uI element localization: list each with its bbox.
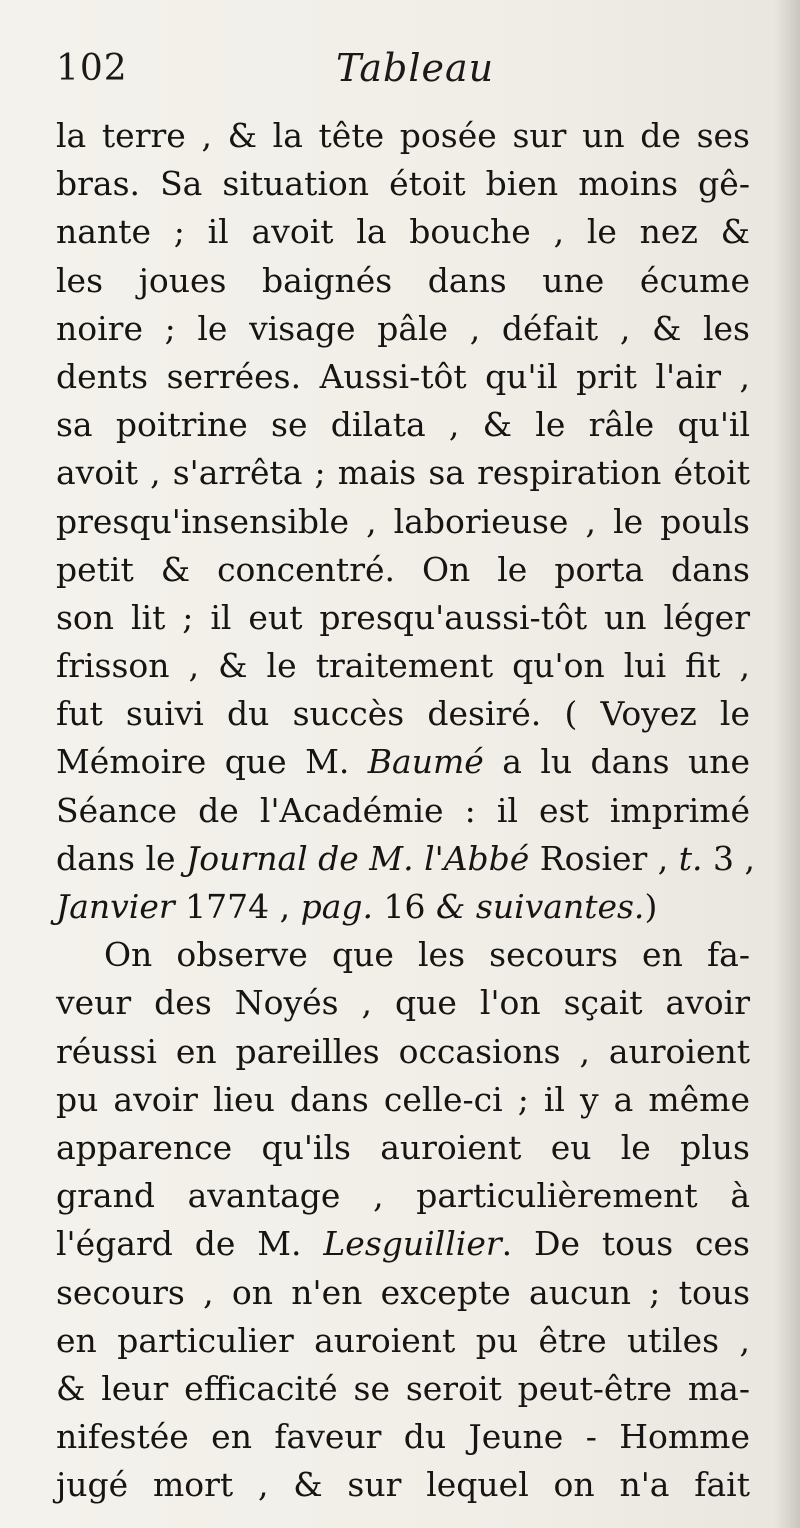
- page-header: [56, 42, 746, 102]
- text-line: jugé mort , & sur lequel on n'a fait: [56, 1465, 750, 1505]
- body-text: [56, 112, 756, 1509]
- text-line: nante ; il avoit la bouche , le nez &: [56, 212, 750, 252]
- italic-journal: Journal de M. l'Abbé: [186, 838, 530, 878]
- text-line: grand avantage , particulièrement à: [56, 1176, 750, 1216]
- text-line: sa poitrine se dilata , & le râle qu'il: [56, 405, 750, 445]
- text-line: pu avoir lieu dans celle-ci ; il y a même: [56, 1079, 750, 1119]
- italic-name: Baumé: [367, 742, 484, 782]
- text-line: son lit ; il eut presqu'aussi-tôt un léger: [56, 597, 750, 637]
- text-line: Janvier 1774 , pag. 16 & suivantes.): [56, 887, 658, 926]
- text-line: réussi en pareilles occasions , auroient: [56, 1031, 750, 1071]
- text-line: dents serrées. Aussi-tôt qu'il prit l'air ,: [56, 356, 750, 396]
- text-line: secours , on n'en excepte aucun ; tous: [56, 1272, 750, 1312]
- text-line: petit & concentré. On le porta dans: [56, 549, 750, 589]
- page-number: 102: [56, 48, 128, 89]
- text-line: & leur efficacité se seroit peut-être ma-: [56, 1368, 750, 1408]
- text-line: l'égard de M. Lesguillier. De tous ces: [56, 1224, 750, 1264]
- text-line: Mémoire que M. Baumé a lu dans une: [56, 742, 750, 782]
- text-line: nifestée en faveur du Jeune - Homme: [56, 1417, 750, 1457]
- text-line: dans le Journal de M. l'Abbé Rosier , t. 3 ,: [56, 838, 756, 878]
- text-line: bras. Sa situation étoit bien moins gê-: [56, 164, 750, 204]
- text-line: Séance de l'Académie : il est imprimé: [56, 790, 750, 830]
- text-line: en particulier auroient pu être utiles ,: [56, 1320, 750, 1360]
- text-line: On observe que les secours en fa-: [104, 935, 750, 975]
- italic-name: Lesguillier: [323, 1224, 502, 1264]
- text-line: frisson , & le traitement qu'on lui fit ,: [56, 646, 750, 686]
- text-line: avoit , s'arrêta ; mais sa respiration étoit: [56, 453, 750, 493]
- text-line: presqu'insensible , laborieuse , le pouls: [56, 501, 750, 541]
- text-line: veur des Noyés , que l'on sçait avoir: [56, 983, 750, 1023]
- text-line: la terre , & la tête posée sur un de ses: [56, 116, 750, 155]
- text-line: fut suivi du succès desiré. ( Voyez le: [56, 694, 750, 734]
- text-line: apparence qu'ils auroient eu le plus: [56, 1127, 750, 1167]
- text-line: les joues baignés dans une écume: [56, 260, 750, 300]
- text-line: noire ; le visage pâle , défait , & les: [56, 308, 750, 348]
- running-title: Tableau: [336, 46, 495, 90]
